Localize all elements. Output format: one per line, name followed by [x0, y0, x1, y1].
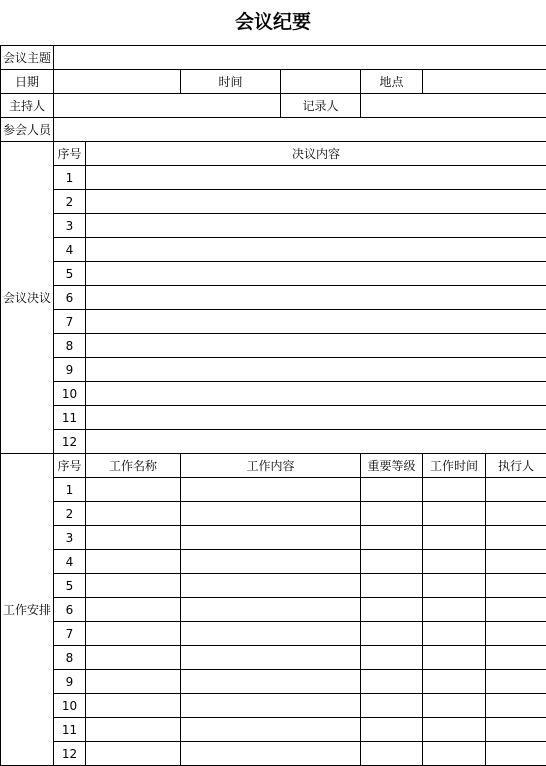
work-row: [1, 694, 546, 718]
work-row: [1, 718, 546, 742]
resolution-index: 1: [54, 166, 86, 190]
resolution-content-cell[interactable]: [86, 430, 546, 454]
work-executor-cell[interactable]: [486, 718, 546, 742]
work-priority-cell[interactable]: [361, 694, 423, 718]
work-name-cell[interactable]: [86, 742, 181, 766]
resolutions-section-label: 会议决议: [1, 142, 54, 454]
work-time-cell[interactable]: [423, 502, 486, 526]
work-content-cell[interactable]: [181, 646, 361, 670]
resolution-index: 7: [54, 310, 86, 334]
resolutions-col-index: 序号: [54, 142, 86, 166]
work-index: 7: [54, 622, 86, 646]
resolution-content-cell[interactable]: [86, 262, 546, 286]
resolution-row: [1, 286, 546, 310]
work-index: 5: [54, 574, 86, 598]
work-header-row: [1, 454, 546, 478]
work-priority-cell[interactable]: [361, 478, 423, 502]
work-row: [1, 646, 546, 670]
work-index: 4: [54, 550, 86, 574]
work-row: [1, 622, 546, 646]
work-name-cell[interactable]: [86, 646, 181, 670]
work-executor-cell[interactable]: [486, 526, 546, 550]
resolution-content-cell[interactable]: [86, 406, 546, 430]
work-time-cell[interactable]: [423, 646, 486, 670]
work-name-cell[interactable]: [86, 502, 181, 526]
work-time-cell[interactable]: [423, 550, 486, 574]
work-row: [1, 526, 546, 550]
work-index: 12: [54, 742, 86, 766]
host-label: 主持人: [1, 94, 54, 118]
work-row: [1, 670, 546, 694]
date-label: 日期: [1, 70, 54, 94]
work-priority-cell[interactable]: [361, 646, 423, 670]
time-field[interactable]: [281, 70, 361, 94]
work-content-cell[interactable]: [181, 550, 361, 574]
work-name-cell[interactable]: [86, 718, 181, 742]
work-priority-cell[interactable]: [361, 622, 423, 646]
resolution-content-cell[interactable]: [86, 334, 546, 358]
work-row: [1, 550, 546, 574]
work-name-cell[interactable]: [86, 478, 181, 502]
work-priority-cell[interactable]: [361, 526, 423, 550]
resolution-content-cell[interactable]: [86, 214, 546, 238]
work-content-cell[interactable]: [181, 622, 361, 646]
work-name-cell[interactable]: [86, 622, 181, 646]
resolution-index: 10: [54, 382, 86, 406]
work-name-cell[interactable]: [86, 574, 181, 598]
work-executor-cell[interactable]: [486, 622, 546, 646]
work-executor-cell[interactable]: [486, 694, 546, 718]
resolution-content-cell[interactable]: [86, 166, 546, 190]
work-priority-cell[interactable]: [361, 718, 423, 742]
work-row: [1, 598, 546, 622]
meeting-minutes-form: [0, 45, 546, 766]
work-name-cell[interactable]: [86, 598, 181, 622]
work-content-cell[interactable]: [181, 694, 361, 718]
resolution-index: 6: [54, 286, 86, 310]
resolution-row: [1, 382, 546, 406]
work-content-cell[interactable]: [181, 526, 361, 550]
work-name-cell[interactable]: [86, 526, 181, 550]
work-index: 3: [54, 526, 86, 550]
resolution-row: [1, 166, 546, 190]
recorder-label: 记录人: [281, 94, 361, 118]
work-time-cell[interactable]: [423, 598, 486, 622]
work-index: 11: [54, 718, 86, 742]
topic-label: 会议主题: [1, 46, 54, 70]
resolution-row: [1, 262, 546, 286]
work-time-cell[interactable]: [423, 574, 486, 598]
work-executor-cell[interactable]: [486, 742, 546, 766]
resolution-content-cell[interactable]: [86, 190, 546, 214]
resolution-index: 4: [54, 238, 86, 262]
resolution-content-cell[interactable]: [86, 310, 546, 334]
work-index: 2: [54, 502, 86, 526]
work-index: 6: [54, 598, 86, 622]
work-executor-cell[interactable]: [486, 478, 546, 502]
work-content-cell[interactable]: [181, 670, 361, 694]
work-col-priority: 重要等级: [361, 454, 423, 478]
work-col-name: 工作名称: [86, 454, 181, 478]
time-label: 时间: [181, 70, 281, 94]
work-content-cell[interactable]: [181, 478, 361, 502]
work-priority-cell[interactable]: [361, 550, 423, 574]
work-index: 10: [54, 694, 86, 718]
resolution-content-cell[interactable]: [86, 382, 546, 406]
work-row: [1, 502, 546, 526]
resolutions-header-row: [1, 142, 546, 166]
location-field[interactable]: [423, 70, 546, 94]
work-executor-cell[interactable]: [486, 550, 546, 574]
resolution-row: [1, 238, 546, 262]
resolution-row: [1, 214, 546, 238]
work-index: 8: [54, 646, 86, 670]
work-time-cell[interactable]: [423, 694, 486, 718]
work-index: 1: [54, 478, 86, 502]
work-row: [1, 742, 546, 766]
topic-field[interactable]: [54, 46, 546, 70]
resolution-index: 11: [54, 406, 86, 430]
resolution-row: [1, 310, 546, 334]
work-time-cell[interactable]: [423, 622, 486, 646]
resolution-content-cell[interactable]: [86, 358, 546, 382]
work-executor-cell[interactable]: [486, 598, 546, 622]
resolution-index: 12: [54, 430, 86, 454]
work-content-cell[interactable]: [181, 742, 361, 766]
work-priority-cell[interactable]: [361, 574, 423, 598]
work-executor-cell[interactable]: [486, 502, 546, 526]
host-field[interactable]: [54, 94, 281, 118]
date-field[interactable]: [54, 70, 181, 94]
resolution-content-cell[interactable]: [86, 286, 546, 310]
work-time-cell[interactable]: [423, 718, 486, 742]
attendees-label: 参会人员: [1, 118, 54, 142]
resolution-index: 8: [54, 334, 86, 358]
location-label: 地点: [361, 70, 423, 94]
work-executor-cell[interactable]: [486, 670, 546, 694]
resolution-row: [1, 406, 546, 430]
work-priority-cell[interactable]: [361, 598, 423, 622]
work-name-cell[interactable]: [86, 670, 181, 694]
work-col-content: 工作内容: [181, 454, 361, 478]
work-executor-cell[interactable]: [486, 574, 546, 598]
resolution-row: [1, 358, 546, 382]
recorder-field[interactable]: [361, 94, 546, 118]
work-col-executor: 执行人: [486, 454, 546, 478]
work-content-cell[interactable]: [181, 574, 361, 598]
work-name-cell[interactable]: [86, 550, 181, 574]
work-row: [1, 574, 546, 598]
work-priority-cell[interactable]: [361, 670, 423, 694]
page-title: 会议纪要: [0, 8, 546, 36]
work-time-cell[interactable]: [423, 526, 486, 550]
work-section-label: 工作安排: [1, 454, 54, 766]
resolution-content-cell[interactable]: [86, 238, 546, 262]
work-name-cell[interactable]: [86, 694, 181, 718]
work-col-index: 序号: [54, 454, 86, 478]
work-priority-cell[interactable]: [361, 502, 423, 526]
resolution-row: [1, 190, 546, 214]
work-col-time: 工作时间: [423, 454, 486, 478]
work-executor-cell[interactable]: [486, 646, 546, 670]
work-index: 9: [54, 670, 86, 694]
resolution-index: 5: [54, 262, 86, 286]
work-time-cell[interactable]: [423, 478, 486, 502]
work-content-cell[interactable]: [181, 598, 361, 622]
work-priority-cell[interactable]: [361, 742, 423, 766]
resolutions-col-content: 决议内容: [86, 142, 546, 166]
work-time-cell[interactable]: [423, 742, 486, 766]
work-content-cell[interactable]: [181, 718, 361, 742]
resolution-row: [1, 430, 546, 454]
resolution-index: 3: [54, 214, 86, 238]
resolution-row: [1, 334, 546, 358]
resolution-index: 9: [54, 358, 86, 382]
attendees-field[interactable]: [54, 118, 546, 142]
work-time-cell[interactable]: [423, 670, 486, 694]
resolution-index: 2: [54, 190, 86, 214]
work-content-cell[interactable]: [181, 502, 361, 526]
work-row: [1, 478, 546, 502]
